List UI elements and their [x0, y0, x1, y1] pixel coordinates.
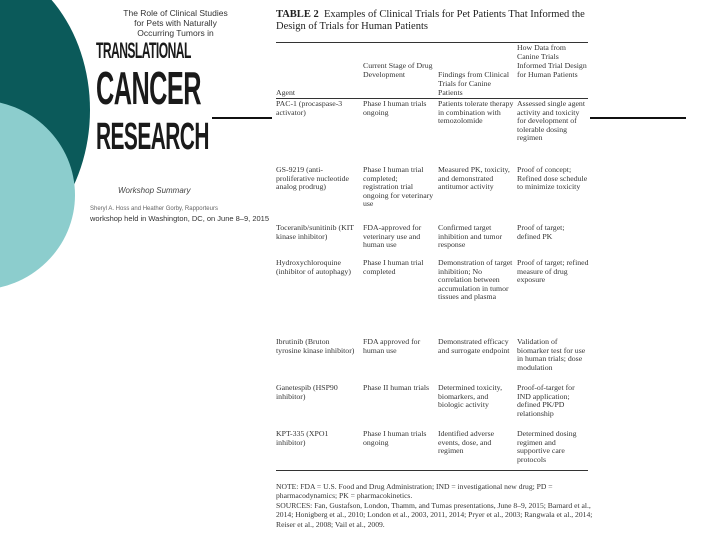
- row-7-agent: KPT-335 (XPO1 inhibitor): [276, 429, 329, 447]
- row-6-stage: Phase II human trials: [363, 383, 430, 392]
- row-3-informed: Proof of target; defined PK: [517, 223, 565, 241]
- row-3-findings: Confirmed target inhibition and tumor response: [438, 223, 503, 250]
- row-2-agent: GS-9219 (anti-proliferative nucleotide analog prodrug): [276, 165, 349, 192]
- cover-authors: Sheryl A. Hoss and Heather Gorby, Rapporteurs: [90, 206, 218, 212]
- cover-workshop-note: workshop held in Washington, DC, on June 8–9, 2015: [90, 214, 270, 223]
- cover-subtitle-line-3: Occurring Tumors in: [137, 28, 214, 38]
- header-current-stage: Current Stage of Drug Development: [363, 61, 433, 79]
- cover-subtitle-line-1: The Role of Clinical Studies: [123, 8, 228, 18]
- row-5-stage: FDA approved for human use: [363, 337, 421, 355]
- left-divider-line: [212, 117, 272, 119]
- row-4-agent: Hydroxychloroquine (inhibitor of autophagy): [276, 258, 351, 276]
- table-sources: SOURCES: Fan, Gustafson, London, Thamm, and Tumas presentations, June 8–9, 2015; Barnard et al., 2014; Honigberg et al., 2010; London et al., 2003, 2011, 2014; Pryer et al., 2003; Rangwala et al., 2014; Reiser et al., 2008; Vail et al., 2009.: [276, 500, 593, 529]
- row-5-findings: Demonstrated efficacy and surrogate endpoint: [438, 337, 510, 355]
- cover-title-research: RESEARCH: [96, 116, 209, 158]
- header-findings: Findings from Clinical Trials for Canine Patients: [438, 70, 510, 97]
- table-notes: [276, 482, 596, 529]
- row-5-informed: Validation of biomarker test for use in human trials; dose modulation: [517, 337, 586, 372]
- row-6-informed: Proof-of-target for IND application; defined PK/PD relationship: [517, 383, 575, 418]
- row-2-stage: Phase I human trial completed; registration trial ongoing for veterinary use: [363, 165, 434, 209]
- row-1-findings: Patients tolerate therapy in combination with temozolomide: [438, 99, 514, 126]
- row-4-findings: Demonstration of target inhibition; No correlation between accumulation in tumor tissues and plasma: [438, 258, 513, 302]
- row-4-informed: Proof of target; refined measure of drug exposure: [517, 258, 589, 285]
- row-6-agent: Ganetespib (HSP90 inhibitor): [276, 383, 338, 401]
- header-agent: Agent: [276, 88, 296, 97]
- table-number: TABLE 2: [276, 9, 319, 20]
- table-title: [276, 9, 596, 33]
- row-2-informed: Proof of concept; Refined dose schedule to minimize toxicity: [517, 165, 588, 192]
- row-1-informed: Assessed single agent activity and toxicity for development of tolerable dosing regimen: [517, 99, 585, 143]
- cover-subtitle-line-2: for Pets with Naturally: [134, 18, 217, 28]
- row-7-stage: Phase I human trials ongoing: [363, 429, 427, 447]
- table-caption: Examples of Clinical Trials for Pet Patients That Informed the Design of Trials for Human Patients: [276, 9, 585, 32]
- cover-workshop-summary: Workshop Summary: [118, 186, 191, 195]
- row-1-agent: PAC-1 (procaspase-3 activator): [276, 99, 343, 117]
- row-7-informed: Determined dosing regimen and supportive care protocols: [517, 429, 577, 464]
- table-bottom-rule: [276, 470, 588, 471]
- cover-title-translational: TRANSLATIONAL: [96, 38, 191, 63]
- row-3-agent: Toceranib/sunitinib (KIT kinase inhibitor): [276, 223, 354, 241]
- header-how-data-informed: How Data from Canine Trials Informed Trial Design for Human Patients: [517, 43, 587, 79]
- row-1-stage: Phase I human trials ongoing: [363, 99, 427, 117]
- row-6-findings: Determined toxicity, biomarkers, and biologic activity: [438, 383, 503, 410]
- row-7-findings: Identified adverse events, dose, and regimen: [438, 429, 495, 456]
- table-note: NOTE: FDA = U.S. Food and Drug Administration; IND = investigational new drug; PD = pharmacodynamics; PK = pharmacokinetics.: [276, 482, 553, 501]
- right-divider-line: [590, 117, 686, 119]
- cover-title-cancer: CANCER: [96, 62, 201, 114]
- row-2-findings: Measured PK, toxicity, and demonstrated antitumor activity: [438, 165, 510, 192]
- row-5-agent: Ibrutinib (Bruton tyrosine kinase inhibitor): [276, 337, 355, 355]
- row-4-stage: Phase I human trial completed: [363, 258, 424, 276]
- row-3-stage: FDA-approved for veterinary use and human use: [363, 223, 422, 250]
